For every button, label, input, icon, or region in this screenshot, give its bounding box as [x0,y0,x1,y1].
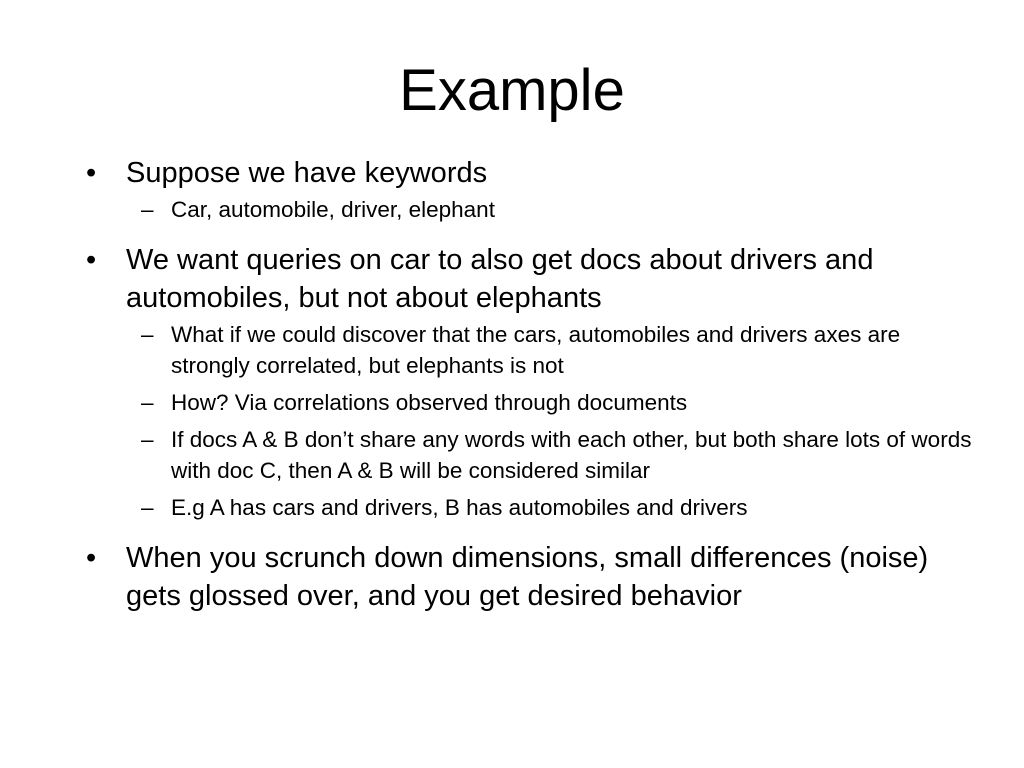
sub-bullet-text: If docs A & B don’t share any words with each other, but both share lots of words with doc C, then A & B will be considered similar [171,427,972,483]
sub-bullet-marker: – [141,495,154,520]
bullet-group-2 [0,241,1024,523]
sub-bullet-item [0,194,1024,225]
bullet-item [0,154,1024,192]
bullet-item [0,241,1024,317]
sub-bullet-marker: – [141,197,154,222]
sub-bullet-text: How? Via correlations observed through documents [171,390,688,415]
sub-bullet-marker: – [141,427,154,452]
sub-bullet-text: E.g A has cars and drivers, B has automobiles and drivers [171,495,748,520]
bullet-item [0,539,1024,615]
sub-bullet-list [0,194,1024,225]
bullet-marker: • [86,157,97,189]
bullet-marker: • [86,244,97,276]
sub-bullet-list [0,319,1024,523]
bullet-text: We want queries on car to also get docs about drivers and automobiles, but not about elephants [126,244,874,314]
sub-bullet-text: Car, automobile, driver, elephant [171,197,495,222]
slide-title: Example [399,58,625,123]
sub-bullet-item [0,492,1024,523]
bullet-text: When you scrunch down dimensions, small differences (noise) gets glossed over, and you get desired behavior [126,542,929,612]
bullet-group-3 [0,539,1024,615]
sub-bullet-item [0,424,1024,486]
sub-bullet-marker: – [141,322,154,347]
bullet-marker: • [86,542,97,574]
sub-bullet-text: What if we could discover that the cars, automobiles and drivers axes are strongly correlated, but elephants is not [171,322,901,378]
bullet-group-1 [0,154,1024,225]
slide-content [0,154,1024,631]
bullet-text: Suppose we have keywords [126,157,488,189]
sub-bullet-item [0,387,1024,418]
sub-bullet-item [0,319,1024,381]
sub-bullet-marker: – [141,390,154,415]
